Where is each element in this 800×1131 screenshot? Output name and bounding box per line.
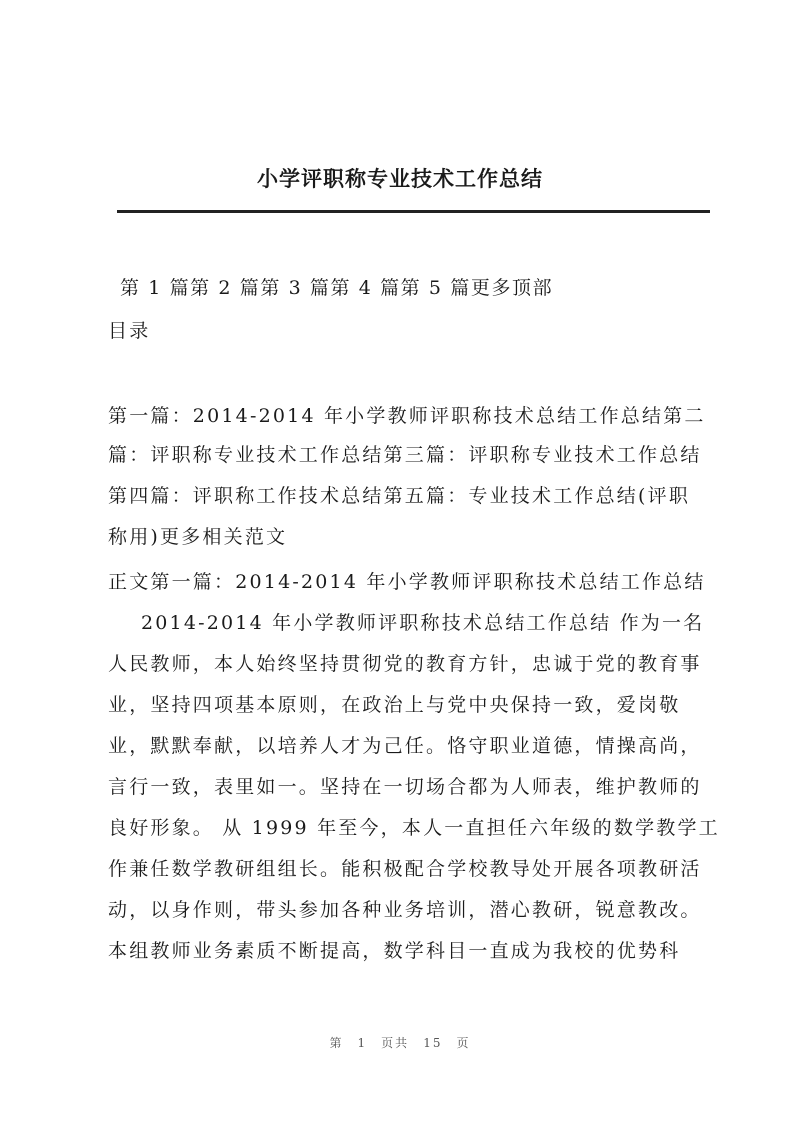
footer-ye-gong: 页共 — [381, 1036, 410, 1050]
page-footer — [0, 1034, 800, 1051]
body-line: 作兼任数学教研组组长。能积极配合学校教导处开展各项教研活 — [108, 858, 702, 880]
toc-label: 目录 — [108, 320, 151, 342]
article-nav-links[interactable]: 第 1 篇第 2 篇第 3 篇第 4 篇第 5 篇更多顶部 — [120, 277, 554, 299]
footer-total-pages: 15 — [423, 1036, 443, 1050]
footer-page-number: 1 — [357, 1036, 368, 1050]
footer-ye: 页 — [456, 1036, 471, 1050]
title-divider — [117, 210, 710, 213]
body-line: 言行一致，表里如一。坚持在一切场合都为人师表，维护教师的 — [108, 776, 702, 798]
body-line: 正文第一篇：2014-2014 年小学教师评职称技术总结工作总结 — [108, 571, 706, 593]
toc-line: 篇：评职称专业技术工作总结第三篇：评职称专业技术工作总结 — [108, 444, 702, 466]
toc-line: 第四篇：评职称工作技术总结第五篇：专业技术工作总结(评职 — [108, 485, 691, 507]
toc-line: 称用)更多相关范文 — [108, 526, 288, 548]
body-line: 良好形象。 从 1999 年至今，本人一直担任六年级的数学教学工 — [108, 817, 720, 839]
document-title: 小学评职称专业技术工作总结 — [257, 167, 543, 191]
toc-line: 第一篇：2014-2014 年小学教师评职称技术总结工作总结第二 — [108, 405, 706, 427]
footer-di: 第 — [329, 1036, 344, 1050]
body-line: 动，以身作则，带头参加各种业务培训，潜心教研，锐意教改。 — [108, 899, 702, 921]
body-line: 业，坚持四项基本原则，在政治上与党中央保持一致，爱岗敬 — [108, 694, 681, 716]
body-line: 业，默默奉献，以培养人才为己任。恪守职业道德，情操高尚， — [108, 735, 702, 757]
body-line: 本组教师业务素质不断提高，数学科目一直成为我校的优势科 — [108, 940, 681, 962]
body-line: 人民教师，本人始终坚持贯彻党的教育方针，忠诚于党的教育事 — [108, 653, 702, 675]
body-line: 2014-2014 年小学教师评职称技术总结工作总结 作为一名 — [108, 612, 705, 634]
